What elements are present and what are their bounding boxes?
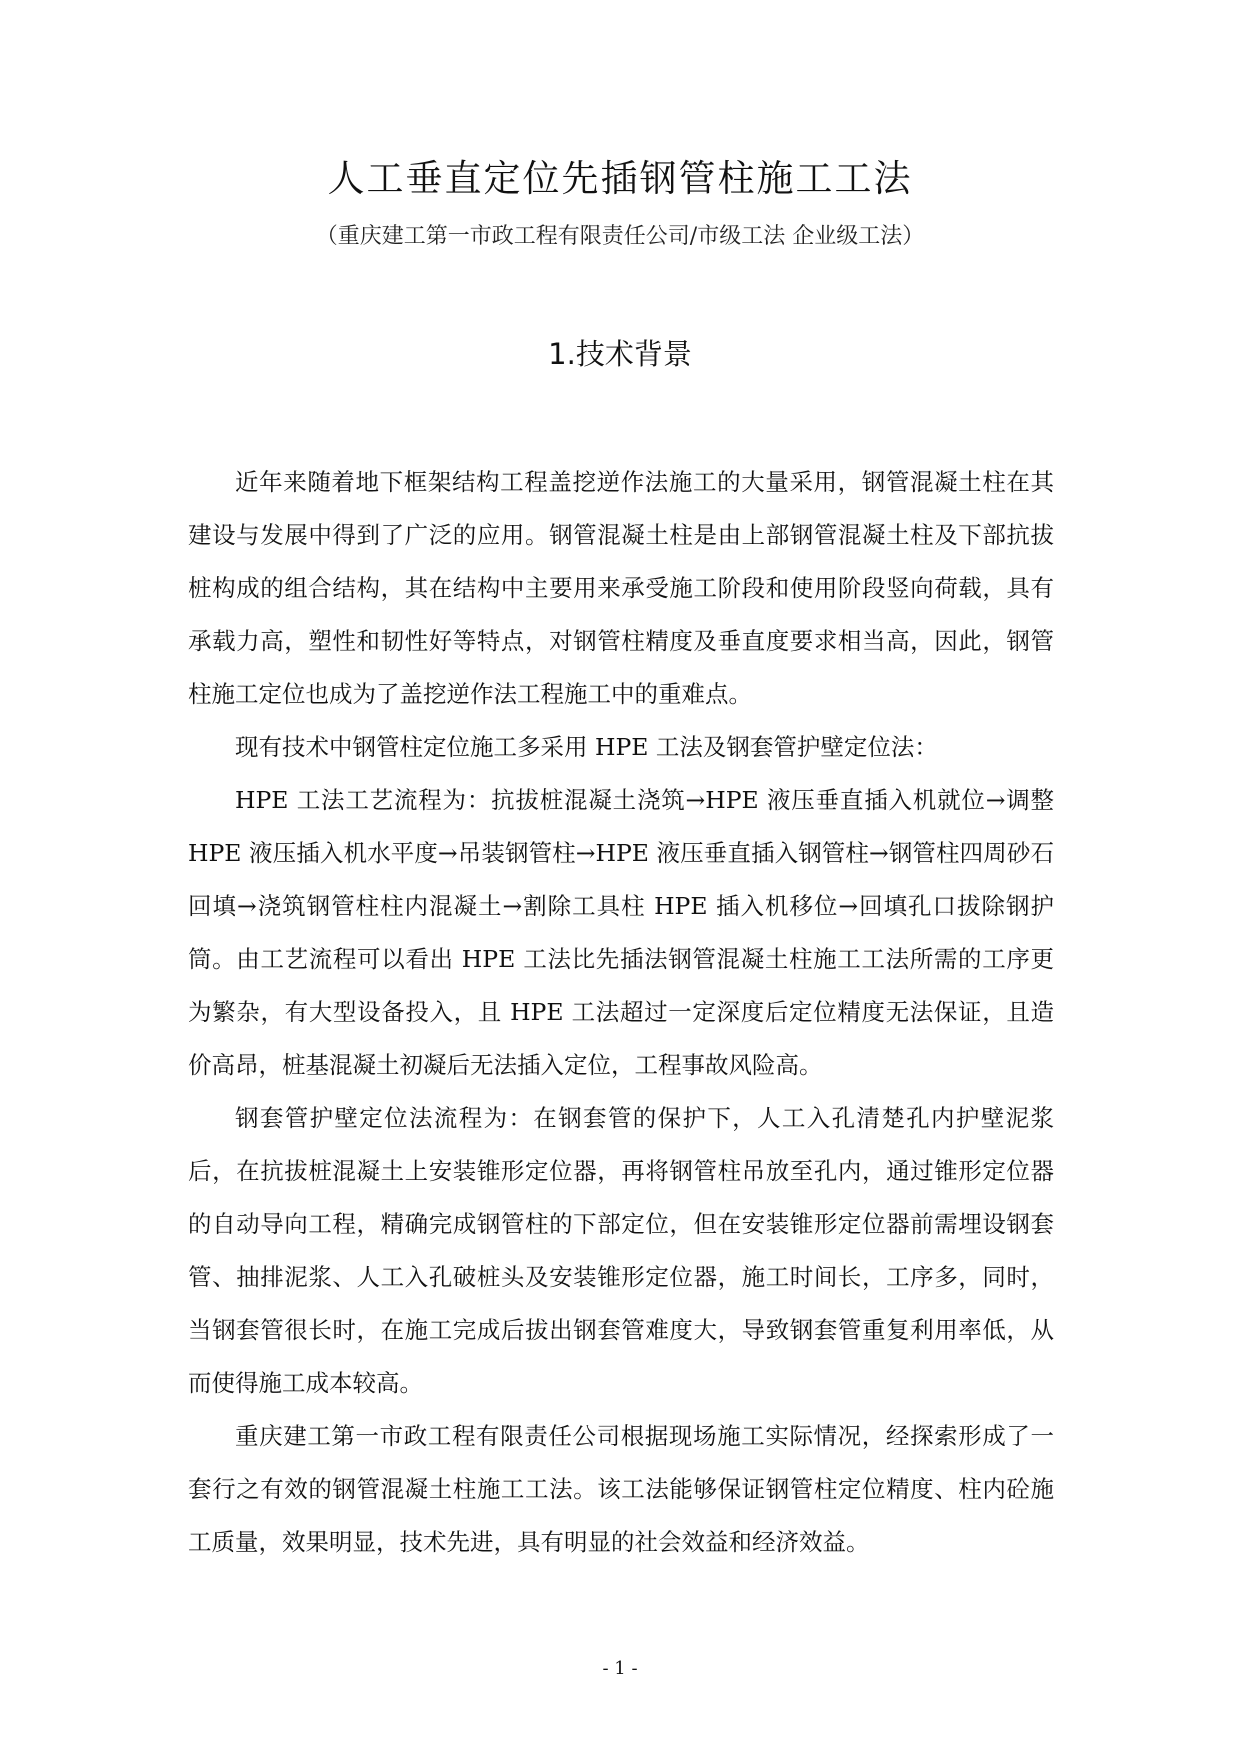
section-heading: 1.技术背景 (548, 337, 692, 371)
paragraph: 重庆建工第一市政工程有限责任公司根据现场施工实际情况，经探索形成了一套行之有效的钢管混凝土柱施工工法。该工法能够保证钢管柱定位精度、柱内砼施工质量，效果明显，技术先进，具有明显的社会效益和经济效益。 (188, 1422, 1054, 1556)
document-title: 人工垂直定位先插钢管柱施工工法 (327, 157, 913, 200)
paragraph: 现有技术中钢管柱定位施工多采用 HPE 工法及钢套管护壁定位法： (235, 733, 938, 761)
paragraph: 钢套管护壁定位法流程为：在钢套管的保护下，人工入孔清楚孔内护壁泥浆后，在抗拔桩混凝土上安装锥形定位器，再将钢管柱吊放至孔内，通过锥形定位器的自动导向工程，精确完成钢管柱的下部定位，但在安装锥形定位器前需埋设钢套管、抽排泥浆、人工入孔破桩头及安装锥形定位器，施工时间长，工序多，同时，当钢套管很长时，在施工完成后拔出钢套管难度大，导致钢套管重复利用率低，从而使得施工成本较高。 (188, 1104, 1054, 1397)
page-number: - 1 - (602, 1658, 638, 1679)
paragraph: HPE 工法工艺流程为：抗拔桩混凝土浇筑→HPE 液压垂直插入机就位→调整 HPE 液压插入机水平度→吊装钢管柱→HPE 液压垂直插入钢管柱→钢管柱四周砂石回填→浇筑钢管柱柱内混凝土→割除工具柱 HPE 插入机移位→回填孔口拔除钢护筒。由工艺流程可以看出 HPE 工法比先插法钢管混凝土柱施工工法所需的工序更为繁杂，有大型设备投入，且 HPE 工法超过一定深度后定位精度无法保证，且造价高昂，桩基混凝土初凝后无法插入定位，工程事故风险高。 (188, 786, 1054, 1079)
paragraph: 近年来随着地下框架结构工程盖挖逆作法施工的大量采用，钢管混凝土柱在其建设与发展中得到了广泛的应用。钢管混凝土柱是由上部钢管混凝土柱及下部抗拔桩构成的组合结构，其在结构中主要用来承受施工阶段和使用阶段竖向荷载，具有承载力高，塑性和韧性好等特点，对钢管柱精度及垂直度要求相当高，因此，钢管柱施工定位也成为了盖挖逆作法工程施工中的重难点。 (188, 468, 1054, 708)
document-subtitle: （重庆建工第一市政工程有限责任公司/市级工法 企业级工法） (315, 224, 925, 249)
body-text (188, 456, 1054, 1569)
